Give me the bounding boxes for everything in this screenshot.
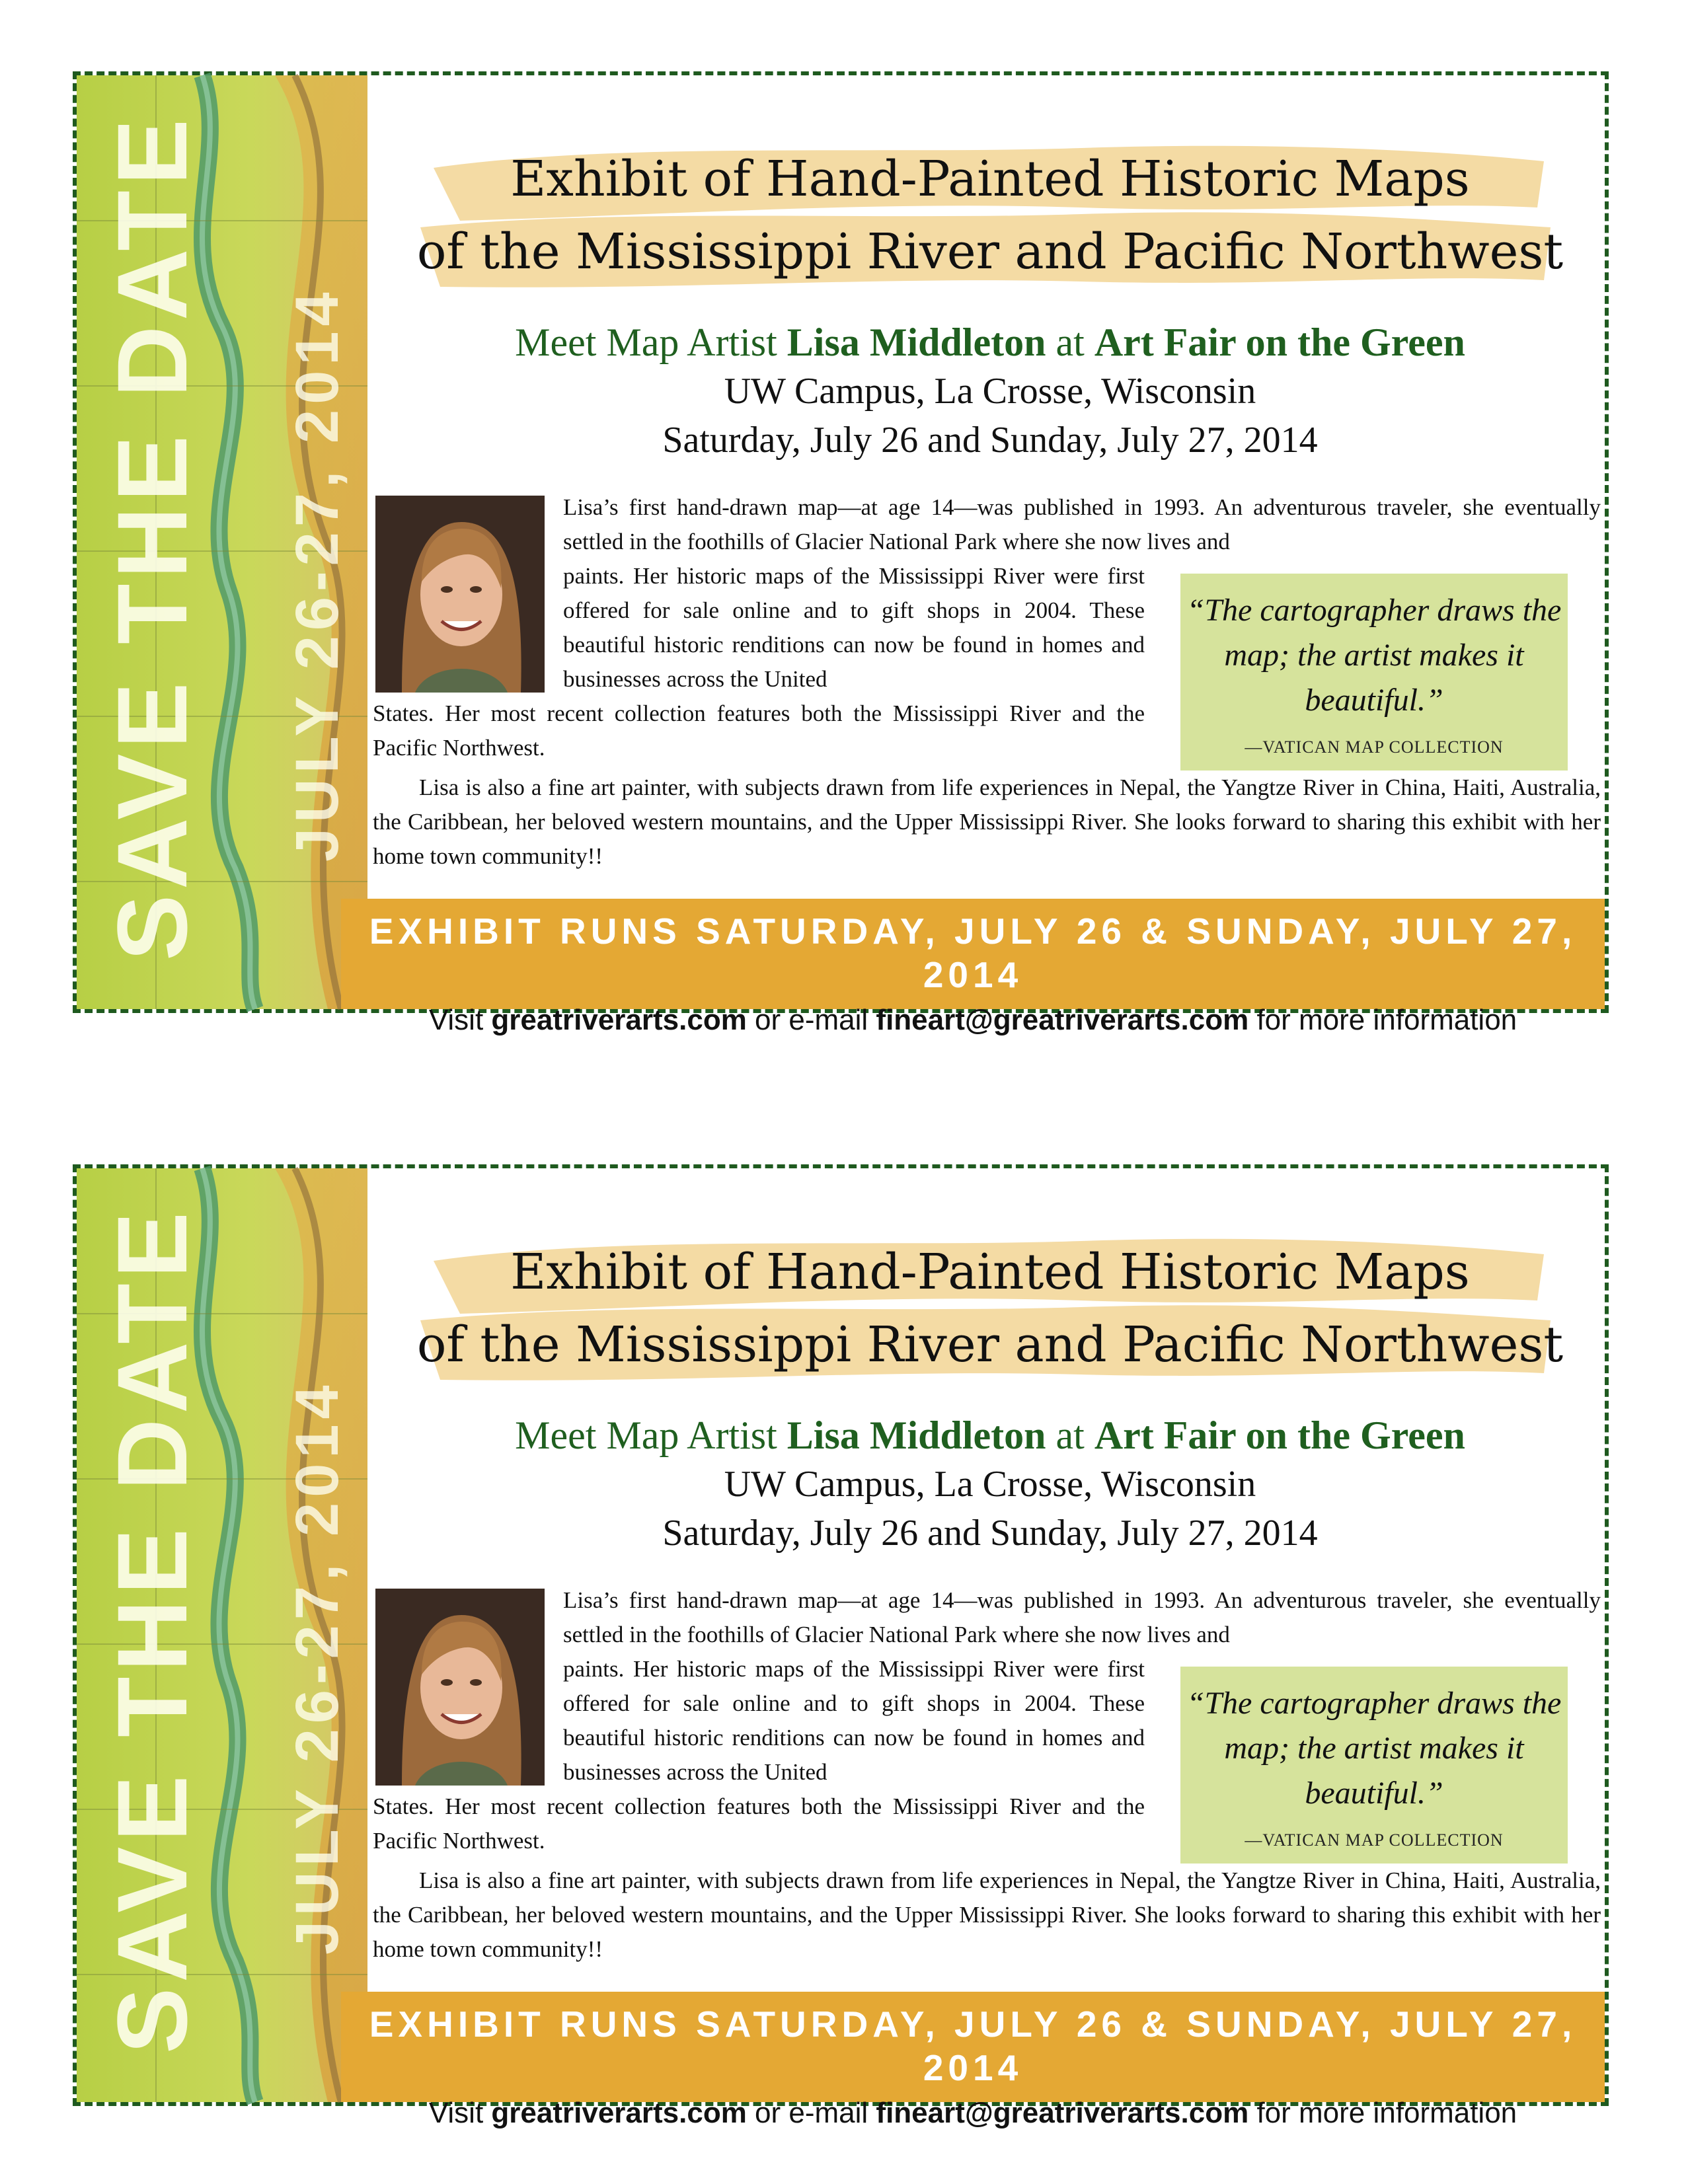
banner-headline: EXHIBIT RUNS SATURDAY, JULY 26 & SUNDAY, JULY 27, 2014: [369, 2004, 1577, 2088]
meet-prefix: Meet Map Artist: [515, 320, 787, 364]
email-prefix: or e-mail: [746, 2097, 876, 2129]
meet-at: at: [1046, 1413, 1094, 1457]
historic-map-strip: [77, 1168, 367, 2102]
meet-artist-line: [367, 1413, 1613, 1458]
artist-photo: [375, 1589, 545, 1786]
email-link[interactable]: fineart@greatriverarts.com: [876, 2097, 1249, 2129]
meet-artist-line: [367, 320, 1613, 365]
meet-prefix: Meet Map Artist: [515, 1413, 787, 1457]
bio-paragraph-1-end: States. Her most recent collection features both the Mississippi River and the Pacific Northwest.: [373, 1793, 1145, 1854]
event-dates: Saturday, July 26 and Sunday, July 27, 2014: [662, 420, 1318, 461]
bio-paragraph-2: Lisa is also a fine art painter, with subjects drawn from life experiences in Nepal, the Yangtze River in China, Haiti, Australia, the Caribbean, her beloved western mountains, and the Upper Mississippi River. She looks forward to sharing this exhibit with her home town community!!: [373, 774, 1601, 869]
meet-at: at: [1046, 320, 1094, 364]
event-dates: Saturday, July 26 and Sunday, July 27, 2014: [662, 1513, 1318, 1554]
website-link[interactable]: greatriverarts.com: [491, 1004, 747, 1036]
bio-paragraph-1-top: Lisa’s first hand-drawn map—at age 14—was published in 1993. An adventurous traveler, she eventually settled in the foothills of Glacier National Park where she now lives and: [563, 1587, 1601, 1647]
bio-paragraph-1-top: Lisa’s first hand-drawn map—at age 14—was published in 1993. An adventurous traveler, she eventually settled in the foothills of Glacier National Park where she now lives and: [563, 494, 1601, 554]
save-the-date-text: SAVE THE DATE: [96, 114, 208, 961]
exhibit-banner: [341, 899, 1605, 1036]
portrait-image: [375, 496, 545, 693]
flyer-card-bottom: [73, 1164, 1609, 2129]
email-prefix: or e-mail: [746, 1004, 876, 1036]
historic-map-strip: [77, 75, 367, 1009]
banner-headline: EXHIBIT RUNS SATURDAY, JULY 26 & SUNDAY, JULY 27, 2014: [369, 911, 1577, 995]
title-line-1: Exhibit of Hand-Painted Historic Maps: [510, 151, 1470, 207]
visit-suffix: for more information: [1248, 1004, 1517, 1036]
vertical-date-text: JULY 26-27, 2014: [284, 1380, 351, 1955]
event-location: UW Campus, La Crosse, Wisconsin: [724, 371, 1256, 412]
website-link[interactable]: greatriverarts.com: [491, 2097, 747, 2129]
quote-box: [1180, 574, 1568, 771]
bio-paragraph-1-end: States. Her most recent collection features both the Mississippi River and the Pacific Northwest.: [373, 700, 1145, 761]
quote-attribution: —VATICAN MAP COLLECTION: [1245, 1830, 1504, 1850]
save-the-date-text: SAVE THE DATE: [96, 1207, 208, 2054]
title-line-2: of the Mississippi River and Pacific Northwest: [416, 223, 1564, 280]
event-location: UW Campus, La Crosse, Wisconsin: [724, 1464, 1256, 1505]
email-link[interactable]: fineart@greatriverarts.com: [876, 1004, 1249, 1036]
title-line-2: of the Mississippi River and Pacific Northwest: [416, 1316, 1564, 1373]
bio-paragraph-2: Lisa is also a fine art painter, with subjects drawn from life experiences in Nepal, the Yangtze River in China, Haiti, Australia, the Caribbean, her beloved western mountains, and the Upper Mississippi River. She looks forward to sharing this exhibit with her home town community!!: [373, 1867, 1601, 1962]
artist-name: Lisa Middleton: [786, 320, 1046, 364]
quote-box: [1180, 1667, 1568, 1864]
bio-paragraph-1-middle: paints. Her historic maps of the Mississippi River were first offered for sale online and to gift shops in 2004. These beautiful historic renditions can now be found in homes and businesses across the United: [563, 563, 1145, 692]
quote-text: “The cartographer draws the map; the artist makes it beautiful.”: [1186, 1686, 1562, 1811]
visit-prefix: Visit: [428, 1004, 492, 1036]
contact-line: [341, 1000, 1605, 1040]
artist-name: Lisa Middleton: [786, 1413, 1046, 1457]
event-name: Art Fair on the Green: [1094, 320, 1465, 364]
contact-line: [341, 2093, 1605, 2133]
event-name: Art Fair on the Green: [1094, 1413, 1465, 1457]
portrait-image: [375, 1589, 545, 1786]
visit-prefix: Visit: [428, 2097, 492, 2129]
quote-text: “The cartographer draws the map; the artist makes it beautiful.”: [1186, 593, 1562, 718]
exhibit-banner: [341, 1992, 1605, 2129]
quote-attribution: —VATICAN MAP COLLECTION: [1245, 737, 1504, 757]
artist-photo: [375, 496, 545, 693]
bio-paragraph-1-middle: paints. Her historic maps of the Mississippi River were first offered for sale online and to gift shops in 2004. These beautiful historic renditions can now be found in homes and businesses across the United: [563, 1656, 1145, 1785]
title-line-1: Exhibit of Hand-Painted Historic Maps: [510, 1244, 1470, 1300]
flyer-card-top: [73, 71, 1609, 1036]
vertical-date-text: JULY 26-27, 2014: [284, 287, 351, 862]
visit-suffix: for more information: [1248, 2097, 1517, 2129]
